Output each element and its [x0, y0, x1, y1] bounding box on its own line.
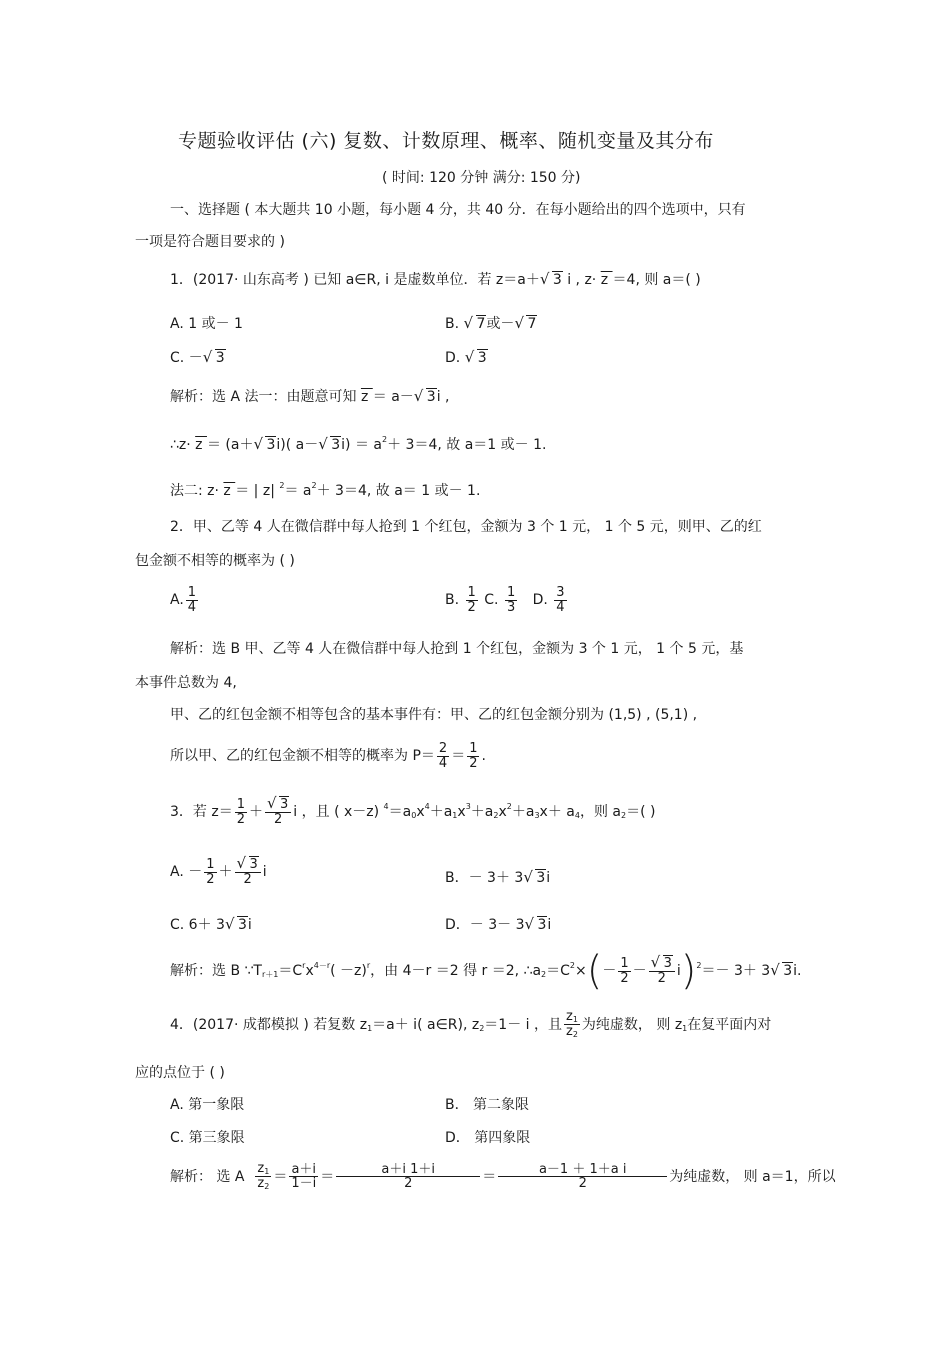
section-intro-line2: 一项是符合题目要求的 )	[135, 234, 285, 250]
q4-stem-line1: 4．(2017· 成都模拟 ) 若复数 $z_1=a+ i$( a∈R), $z_2=1- i$ ，且 $\frac{z_1}{z_2}$ 为纯虚数， 则 $z_1$在复平面内对	[170, 1009, 772, 1040]
q1-solution-line2: ∴z· z ＝ (a＋√ 3i)( a－√ $3i) = a^2+ 3=4$, 故 a＝1 或－ 1.	[170, 435, 546, 454]
q1-stem: 1．(2017· 山东高考 ) 已知 a∈R, i 是虚数单位．若 z＝a＋√ 3 i , z· z ＝4, 则 a＝( )	[170, 272, 701, 289]
q4-option-d: D． 第四象限	[445, 1130, 531, 1146]
sqrt-symbol: √ 3	[541, 272, 563, 289]
q4-option-b: B． 第二象限	[445, 1097, 530, 1113]
q4-option-c: C. 第三象限	[170, 1130, 245, 1146]
q1-option-c: C. －√ 3	[170, 350, 226, 367]
q2-stem-line2: 包金额不相等的概率为 ( )	[135, 553, 295, 569]
q3-solution: 解析：选 B $\because T_{r+1}=C^rx^{4-r}( -z)^r$，由 4－r ＝2 得 r ＝2, $\therefore a_2=C^2\times(-$ $\frac{1}{2}$ － √ $\frac{3}{2}$ i)$^2$＝－ 3＋ 3√ 3i.	[170, 951, 801, 991]
q2-option-a: A. $\frac{1}{4}$	[170, 585, 197, 615]
q1-solution-line3: 法二: z· z ＝ | z| $^2= a^2+ 3=4$, 故 a＝ 1 或－ 1.	[170, 481, 481, 499]
q2-solution-line4: 所以甲、乙的红包金额不相等的概率为 P＝ $\frac{2}{4}$ ＝ $\frac{1}{2}$ .	[170, 741, 486, 771]
q1-option-b: B. √ 7或－√ 7	[445, 316, 537, 333]
q4-stem-line2: 应的点位于 ( )	[135, 1065, 225, 1081]
q1-option-d: D. √ 3	[445, 350, 488, 367]
q1-option-a: A. 1 或－ 1	[170, 316, 243, 332]
q1-solution-line1: 解析：选 A 法一：由题意可知 z ＝ a－√ 3i ,	[170, 389, 450, 406]
q2-stem-line1: 2．甲、乙等 4 人在微信群中每人抢到 1 个红包，金额为 3 个 1 元， 1 个 5 元，则甲、乙的红	[170, 519, 762, 535]
q2-solution-line2: 本事件总数为 4,	[135, 675, 237, 691]
q3-option-d: D．－ 3－ 3√ 3i	[445, 917, 551, 934]
q3-option-a: A. － $\frac{1}{2}$ ＋ √ $\frac{3}{2}$ i	[170, 858, 267, 886]
q4-solution: 解析： 选 A $\frac{z_1}{z_2}$ ＝ $\frac{a+i}{1-i}$ ＝ $\frac{a+i 1+i}{2}$ ＝ $\frac{\text{a－1 ＋ 1＋a i}}{2}$ 为纯虚数， 则 a＝1，所以	[170, 1161, 836, 1192]
page-title: 专题验收评估 (六) 复数、计数原理、概率、随机变量及其分布	[178, 130, 714, 152]
q3-stem: 3．若 z＝ $\frac{1}{2}$ ＋ √ $\frac{3}{2}$ i ，且 ( x－z) $^4=a_0x^4+a_1x^3+a_2x^2+a_3x+ a_4$，则 $a_2=$( )	[170, 798, 655, 826]
time-score-label: ( 时间: 120 分钟 满分: 150 分)	[382, 170, 581, 186]
q2-solution-line1: 解析：选 B 甲、乙等 4 人在微信群中每人抢到 1 个红包，金额为 3 个 1 元， 1 个 5 元，基	[170, 641, 744, 657]
q3-option-b: B．－ 3＋ 3√ 3i	[445, 870, 550, 887]
q2-options-bcd: B. $\frac{1}{2}$ C. $\frac{1}{3}$ D. $\frac{3}{4}$	[445, 585, 565, 615]
q3-option-c: C. 6＋ 3√ 3i	[170, 917, 252, 934]
q2-solution-line3: 甲、乙的红包金额不相等包含的基本事件有：甲、乙的红包金额分别为 (1,5) , (5,1) ,	[170, 707, 698, 723]
section-intro-line1: 一、选择题 ( 本大题共 10 小题，每小题 4 分，共 40 分．在每小题给出的四个选项中，只有	[170, 202, 746, 218]
q4-option-a: A. 第一象限	[170, 1097, 245, 1113]
